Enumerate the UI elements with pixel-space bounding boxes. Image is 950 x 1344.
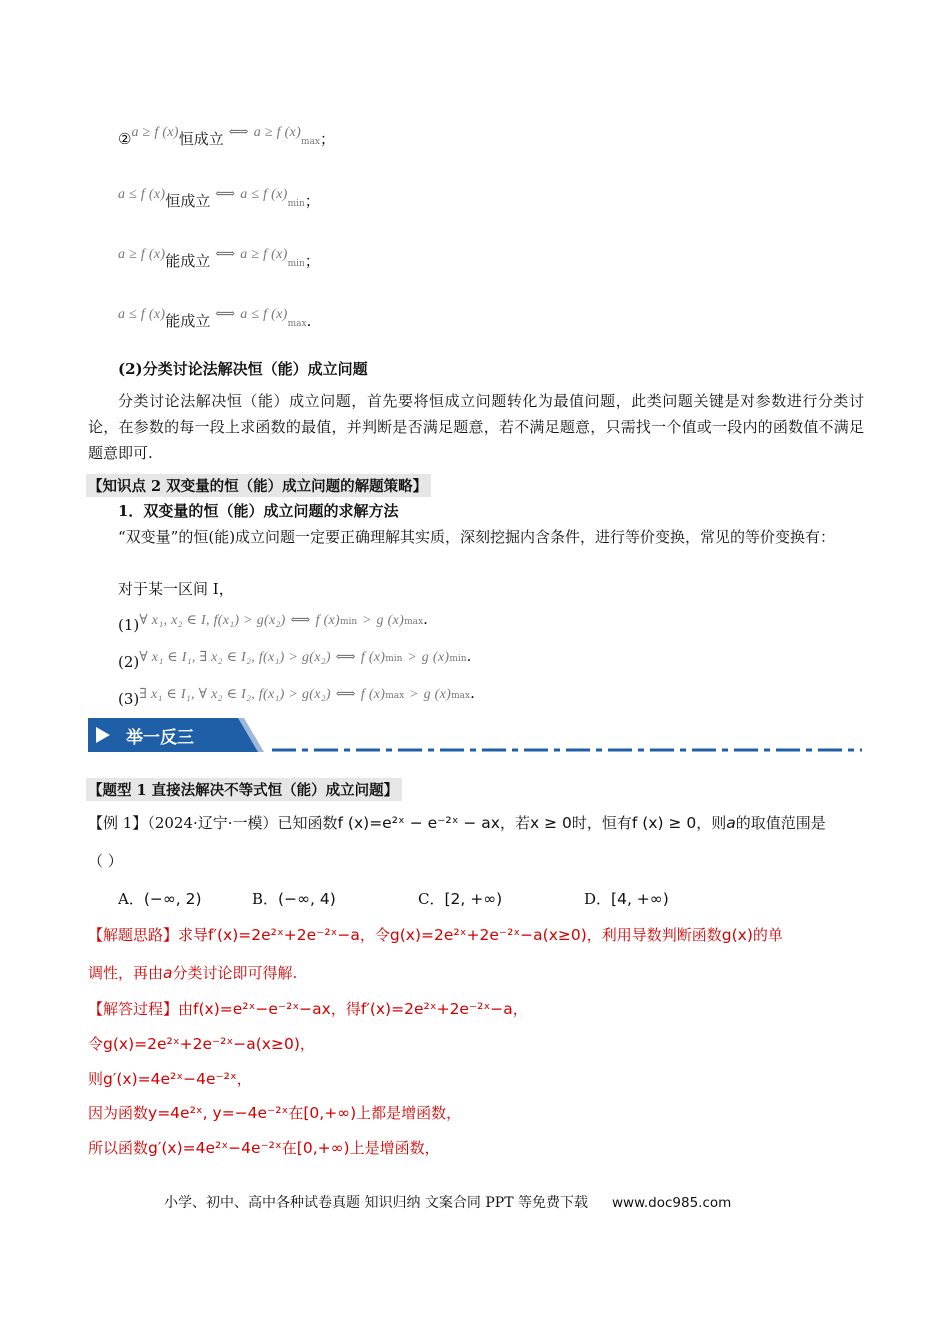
formula-lhs: a ≥ f (x) — [118, 247, 166, 262]
formula-subscript: max — [301, 137, 321, 147]
solution-process-line-1: 【解答过程】由f(x)=e²ˣ−e⁻²ˣ−ax，得f′(x)=2e²ˣ+2e⁻²ˣ−a， — [88, 1000, 528, 1018]
equivalence-item-1: (1)∀ x₁, x₂ ∈ I, f(x₁) > g(x₂) ⟺ f (x)min > g (x)max. — [118, 610, 428, 634]
solution-idea-line-2: 调性，再由a分类讨论即可得解. — [88, 964, 298, 982]
formula-rhs: a ≤ f (x) — [240, 187, 288, 202]
iff-arrow: ⟺ — [335, 650, 357, 665]
solution-process-line-2: 令g(x)=2e²ˣ+2e⁻²ˣ−a(x≥0)， — [88, 1035, 315, 1053]
knowledge-paragraph: “双变量”的恒(能)成立问题一定要正确理解其实质，深刻挖掘内含条件，进行等价变换，常见的等价变换有： — [118, 528, 836, 546]
option-a: A．(−∞, 2) — [118, 890, 202, 908]
iff-arrow: ⟺ — [215, 307, 236, 322]
iff-arrow: ⟺ — [215, 187, 236, 202]
iff-arrow: ⟺ — [290, 613, 311, 628]
formula-line-3: a ≥ f (x)能成立 ⟺ a ≥ f (x)min； — [118, 247, 320, 270]
iff-arrow: ⟺ — [335, 687, 357, 702]
option-d: D．[4, +∞) — [584, 890, 669, 908]
section-paragraph: 分类讨论法解决恒（能）成立问题，首先要将恒成立问题转化为最值问题，此类问题关键是对参数进行分类讨论，在参数的每一段上求函数的最值，并判断是否满足题意，若不满足题意，只需找一个值或一段内的函数值不满足题意即可. — [88, 392, 864, 462]
formula-line-4: a ≤ f (x)能成立 ⟺ a ≤ f (x)max. — [118, 307, 312, 330]
solution-process-line-3: 则g′(x)=4e²ˣ−4e⁻²ˣ， — [88, 1070, 252, 1088]
banner-label: 举一反三 — [126, 728, 194, 748]
example-source: （2024·辽宁·一模） — [147, 814, 278, 832]
subsection-heading: 1．双变量的恒（能）成立问题的求解方法 — [118, 502, 399, 520]
solution-process-line-5: 所以函数g′(x)=4e²ˣ−4e⁻²ˣ在[0,+∞)上是增函数， — [88, 1139, 440, 1157]
equivalence-item-2: (2)∀ x₁ ∈ I₁, ∃ x₂ ∈ I₂, f(x₁) > g(x₂) ⟺ f (x)min > g (x)min. — [118, 647, 472, 671]
function-expression: f (x)=e²ˣ − e⁻²ˣ − ax — [337, 814, 500, 832]
solution-idea-tag: 【解题思路】 — [88, 926, 179, 944]
option-c: C．[2, +∞) — [418, 890, 503, 908]
solution-process-line-4: 因为函数y=4e²ˣ, y=−4e⁻²ˣ在[0,+∞)上都是增函数， — [88, 1104, 462, 1122]
section-heading: (2)分类讨论法解决恒（能）成立问题 — [118, 360, 368, 378]
formula-subscript: max — [287, 319, 307, 329]
equivalence-item-3: (3)∃ x₁ ∈ I₁, ∀ x₂ ∈ I₂, f(x₁) > g(x₂) ⟺ f (x)max > g (x)max. — [118, 684, 475, 708]
formula-lhs: a ≤ f (x) — [118, 187, 166, 202]
iff-arrow: ⟺ — [215, 247, 236, 262]
problem-type-box: 【题型 1 直接法解决不等式恒（能）成立问题】 — [86, 778, 402, 801]
option-b: B．(−∞, 4) — [252, 890, 336, 908]
section-banner — [88, 718, 264, 752]
formula-subscript: min — [287, 199, 305, 209]
interval-text: 对于某一区间 I， — [118, 580, 234, 598]
circle-number: ② — [118, 130, 132, 148]
formula-lhs: a ≤ f (x) — [118, 307, 166, 322]
solution-process-tag: 【解答过程】 — [88, 1000, 179, 1018]
footer-text: 小学、初中、高中各种试卷真题 知识归纳 文案合同 PPT 等免费下载 — [164, 1195, 588, 1211]
answer-parentheses: （ ） — [88, 852, 123, 870]
example-question: 【例 1】（2024·辽宁·一模）已知函数f (x)=e²ˣ − e⁻²ˣ − ax，若x ≥ 0时，恒有f (x) ≥ 0，则a的取值范围是 — [88, 814, 826, 832]
example-tag: 【例 1】 — [88, 814, 148, 832]
formula-subscript: min — [287, 259, 305, 269]
formula-lhs: a ≥ f (x) — [131, 125, 179, 140]
footer-link[interactable]: www.doc985.com — [611, 1195, 732, 1211]
formula-condition: 能成立 — [165, 312, 211, 330]
page-footer — [164, 1192, 731, 1212]
formula-condition: 能成立 — [165, 252, 211, 270]
knowledge-point-box: 【知识点 2 双变量的恒（能）成立问题的解题策略】 — [86, 474, 431, 497]
formula-rhs: a ≥ f (x) — [240, 247, 288, 262]
banner-dash-line — [272, 748, 862, 752]
formula-condition: 恒成立 — [165, 192, 211, 210]
formula-rhs: a ≥ f (x) — [253, 125, 302, 140]
iff-arrow: ⟺ — [228, 125, 249, 140]
formula-condition: 恒成立 — [178, 130, 224, 148]
solution-idea-line-1: 【解题思路】求导f′(x)=2e²ˣ+2e⁻²ˣ−a，令g(x)=2e²ˣ+2e⁻²ˣ−a(x≥0)，利用导数判断函数g(x)的单 — [88, 926, 783, 944]
formula-line-2: a ≤ f (x)恒成立 ⟺ a ≤ f (x)min； — [118, 187, 320, 210]
formula-line-1: ②a ≥ f (x)恒成立 ⟺ a ≥ f (x)max； — [118, 125, 336, 148]
formula-rhs: a ≤ f (x) — [240, 307, 288, 322]
